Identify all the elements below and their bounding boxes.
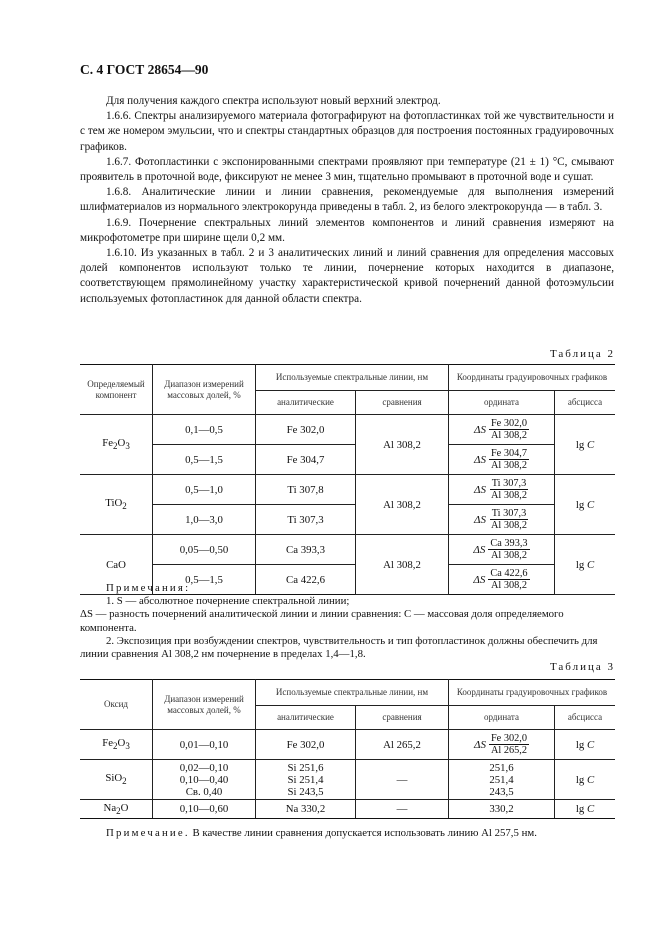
fraction-numerator: Fe 304,7 (490, 447, 527, 459)
oxide-cell (80, 760, 153, 800)
ordinate-cell (449, 415, 555, 445)
ordinate-cell (449, 445, 555, 475)
comparison-line-cell: Al 308,2 (356, 415, 449, 475)
formula-sub: 2 (113, 741, 118, 752)
oxide-cell (80, 800, 153, 819)
notes-title: Примечания: (106, 582, 191, 594)
ordinate-value: 330,2 (489, 803, 514, 815)
analytical-value: Si 243,5 (287, 785, 324, 798)
range-cell: 0,05—0,50 (153, 535, 256, 565)
fraction-body (488, 538, 529, 562)
analytical-line-cell (256, 800, 356, 819)
paragraph: 1.6.6. Спектры анализируемого материала фотографируют на фотопластинках той же чувствительности и с тем же номером эмульсии, что и спектры стандартных образцов для построения постоянных градуировочных графиков. (80, 110, 614, 153)
ordinate-value: 251,4 (489, 773, 514, 786)
range-header: Диапазон измерений массовых долей, % (153, 365, 256, 415)
range-cell: 0,5—1,5 (153, 445, 256, 475)
formula-part: O (117, 737, 126, 750)
table-3-note (80, 827, 615, 840)
abscissa-cell: lg C (555, 535, 616, 595)
range-cell: 1,0—3,0 (153, 505, 256, 535)
analytical-line-cell: Ti 307,3 (256, 505, 356, 535)
range-value: 0,02—0,10 (179, 761, 229, 774)
formula-sub: 3 (125, 441, 130, 452)
table-row (80, 445, 615, 475)
coords-header: Координаты градуировочных графиков (449, 365, 616, 391)
fraction-numerator: Ca 393,3 (490, 537, 528, 549)
formula-part: SiO (105, 772, 123, 785)
table-3-caption: Таблица 3 (549, 661, 615, 673)
fraction-body (489, 448, 529, 472)
delta-s-symbol: ΔS (473, 513, 486, 526)
formula-part: CaO (106, 558, 126, 571)
analytical-value: Si 251,4 (287, 773, 324, 786)
range-cell (153, 760, 256, 800)
header-row (80, 680, 615, 706)
fraction-numerator: Fe 302,0 (490, 732, 527, 744)
formula-sub: 2 (122, 501, 127, 512)
table-2-caption: Таблица 2 (549, 348, 615, 360)
ordinate-fraction (474, 508, 529, 532)
ordinate-cell (449, 760, 555, 800)
analytical-line-cell: Fe 304,7 (256, 445, 356, 475)
paragraph: 1.6.10. Из указанных в табл. 2 и 3 аналитических линий и линий сравнения для определения массовых долей компонентов используют только те линии, почернение которых находится в диапазоне, соответствующем прямолинейному участку характеристической кривой почернений данной фотоэмульсии используемых фотопластинок для данной области спектра. (80, 247, 614, 305)
fraction-body (489, 508, 529, 532)
fraction-body (489, 418, 529, 442)
fraction-denominator: Al 308,2 (490, 430, 527, 441)
fraction-denominator: Al 308,2 (490, 460, 527, 471)
table-row (80, 415, 615, 445)
analytical-header: аналитические (256, 706, 356, 730)
ordinate-cell (449, 535, 555, 565)
fraction-denominator: Al 308,2 (490, 580, 527, 591)
fraction-numerator: Ti 307,3 (491, 507, 527, 519)
ordinate-cell (449, 505, 555, 535)
delta-s-symbol: ΔS (473, 453, 486, 466)
fraction-denominator: Al 265,2 (490, 745, 527, 756)
delta-s-symbol: ΔS (473, 543, 486, 556)
oxide-cell (80, 730, 153, 760)
paragraph: 1.6.7. Фотопластинки с экспонированными спектрами проявляют при температуре (21 ± 1) °С, смывают проявитель в проточной воде, фиксируют не менее 3 мин, тщательно промывают в проточной воде и сушат. (80, 155, 614, 184)
abscissa-cell: lg C (555, 760, 616, 800)
abscissa-header: абсцисса (555, 706, 616, 730)
analytical-line-cell: Ti 307,8 (256, 475, 356, 505)
fraction-numerator: Ti 307,3 (491, 477, 527, 489)
abscissa-cell: lg C (555, 475, 616, 535)
fraction-numerator: Ca 422,6 (490, 567, 528, 579)
delta-s-symbol: ΔS (473, 738, 486, 751)
table-row (80, 760, 615, 800)
formula-sub: 2 (122, 776, 127, 787)
analytical-line-cell (256, 760, 356, 800)
formula-part: O (120, 801, 129, 814)
abscissa-header: абсцисса (555, 391, 616, 415)
analytical-value: Na 330,2 (285, 803, 326, 815)
formula-sub: 2 (116, 806, 121, 817)
note-1: 1. S — абсолютное почернение спектральной линии; (106, 595, 350, 608)
component-cell (80, 475, 153, 535)
formula-part: Fe (102, 437, 113, 450)
lines-header: Используемые спектральные линии, нм (256, 680, 449, 706)
delta-s-symbol: ΔS (473, 423, 486, 436)
delta-s-symbol: ΔS (473, 483, 486, 496)
analytical-line-cell: Ca 393,3 (256, 535, 356, 565)
table-3 (80, 679, 615, 819)
formula-part: Fe (102, 737, 113, 750)
range-value: Св. 0,40 (185, 785, 223, 798)
paragraph: Для получения каждого спектра используют новый верхний электрод. (106, 95, 441, 107)
analytical-line-cell: Fe 302,0 (256, 415, 356, 445)
table-2-notes (80, 582, 615, 661)
table-row (80, 730, 615, 760)
ordinate-cell (449, 730, 555, 760)
fraction-denominator: Al 308,2 (490, 520, 527, 531)
formula-part: O (117, 437, 126, 450)
comparison-header: сравнения (356, 706, 449, 730)
note-2: 2. Экспозиция при возбуждении спектров, чувствительность и тип фотопластинок должны обеспечить для линии сравнения Al 308,2 нм почернение в пределах 1,4—1,8. (80, 634, 598, 661)
ordinate-fraction (473, 538, 529, 562)
ordinate-fraction (474, 418, 529, 442)
table-2 (80, 364, 615, 595)
formula-part: TiO (105, 497, 123, 510)
range-value: 0,10—0,40 (179, 773, 229, 786)
comparison-header: сравнения (356, 391, 449, 415)
note3-text: В качестве линии сравнения допускается использовать линию Al 257,5 нм. (189, 827, 537, 839)
ordinate-value: 251,6 (489, 761, 514, 774)
table-row (80, 800, 615, 819)
range-header: Диапазон измерений массовых долей, % (153, 680, 256, 730)
ordinate-value: 243,5 (489, 785, 514, 798)
delta-s-symbol: ΔS (473, 573, 486, 586)
table-row (80, 475, 615, 505)
ordinate-fraction (474, 733, 529, 757)
ordinate-cell (449, 475, 555, 505)
paragraph: 1.6.8. Аналитические линии и линии сравнения, рекомендуемые для выполнения измерений шлифматериалов из нормального электрокорунда приведены в табл. 2, из белого электрокорунда — в табл. 3. (80, 186, 614, 214)
abscissa-cell: lg C (555, 730, 616, 760)
header-row (80, 365, 615, 391)
analytical-value: Si 251,6 (287, 761, 324, 774)
comparison-line-cell: Al 308,2 (356, 535, 449, 595)
formula-sub: 3 (125, 741, 130, 752)
paragraph: 1.6.9. Почернение спектральных линий элементов компонентов и линий сравнения измеряют на микрофотометре при ширине щели 0,2 мм. (80, 216, 614, 244)
range-cell (153, 730, 256, 760)
fraction-denominator: Al 308,2 (490, 490, 527, 501)
comparison-line-cell: Al 308,2 (356, 475, 449, 535)
range-cell: 0,5—1,0 (153, 475, 256, 505)
range-value: 0,01—0,10 (179, 738, 229, 751)
abscissa-cell: lg C (555, 415, 616, 475)
table-row (80, 535, 615, 565)
component-header: Определяемый компонент (80, 365, 153, 415)
fraction-body (489, 478, 529, 502)
ordinate-fraction (474, 478, 529, 502)
note3-title: Примечание. (106, 827, 190, 839)
ordinate-header: ордината (449, 391, 555, 415)
analytical-value: Fe 302,0 (286, 738, 325, 751)
range-cell: 0,1—0,5 (153, 415, 256, 445)
body-text (80, 94, 614, 307)
formula-sub: 2 (113, 441, 118, 452)
component-cell (80, 415, 153, 475)
comparison-line-cell: — (356, 800, 449, 819)
analytical-line-cell (256, 730, 356, 760)
range-value: 0,10—0,60 (179, 803, 229, 815)
fraction-denominator: Al 308,2 (490, 550, 527, 561)
oxide-header: Оксид (80, 680, 153, 730)
analytical-header: аналитические (256, 391, 356, 415)
abscissa-cell: lg C (555, 800, 616, 819)
fraction-numerator: Fe 302,0 (490, 417, 527, 429)
page-header: С. 4 ГОСТ 28654—90 (80, 62, 209, 77)
formula-part: Na (103, 801, 117, 814)
table-row (80, 505, 615, 535)
comparison-line-cell: Al 265,2 (356, 730, 449, 760)
comparison-line-cell: — (356, 760, 449, 800)
analytical-line-cell: Ca 422,6 (256, 565, 356, 595)
lines-header: Используемые спектральные линии, нм (256, 365, 449, 391)
coords-header: Координаты градуировочных графиков (449, 680, 616, 706)
range-cell: 0,5—1,5 (153, 565, 256, 595)
note-1b: ΔS — разность почернений аналитической линии и линии сравнения: C — массовая доля определяемого компонента. (80, 608, 564, 634)
ordinate-fraction (474, 448, 529, 472)
ordinate-header: ордината (449, 706, 555, 730)
ordinate-cell (449, 800, 555, 819)
fraction-body (489, 733, 529, 757)
range-cell (153, 800, 256, 819)
